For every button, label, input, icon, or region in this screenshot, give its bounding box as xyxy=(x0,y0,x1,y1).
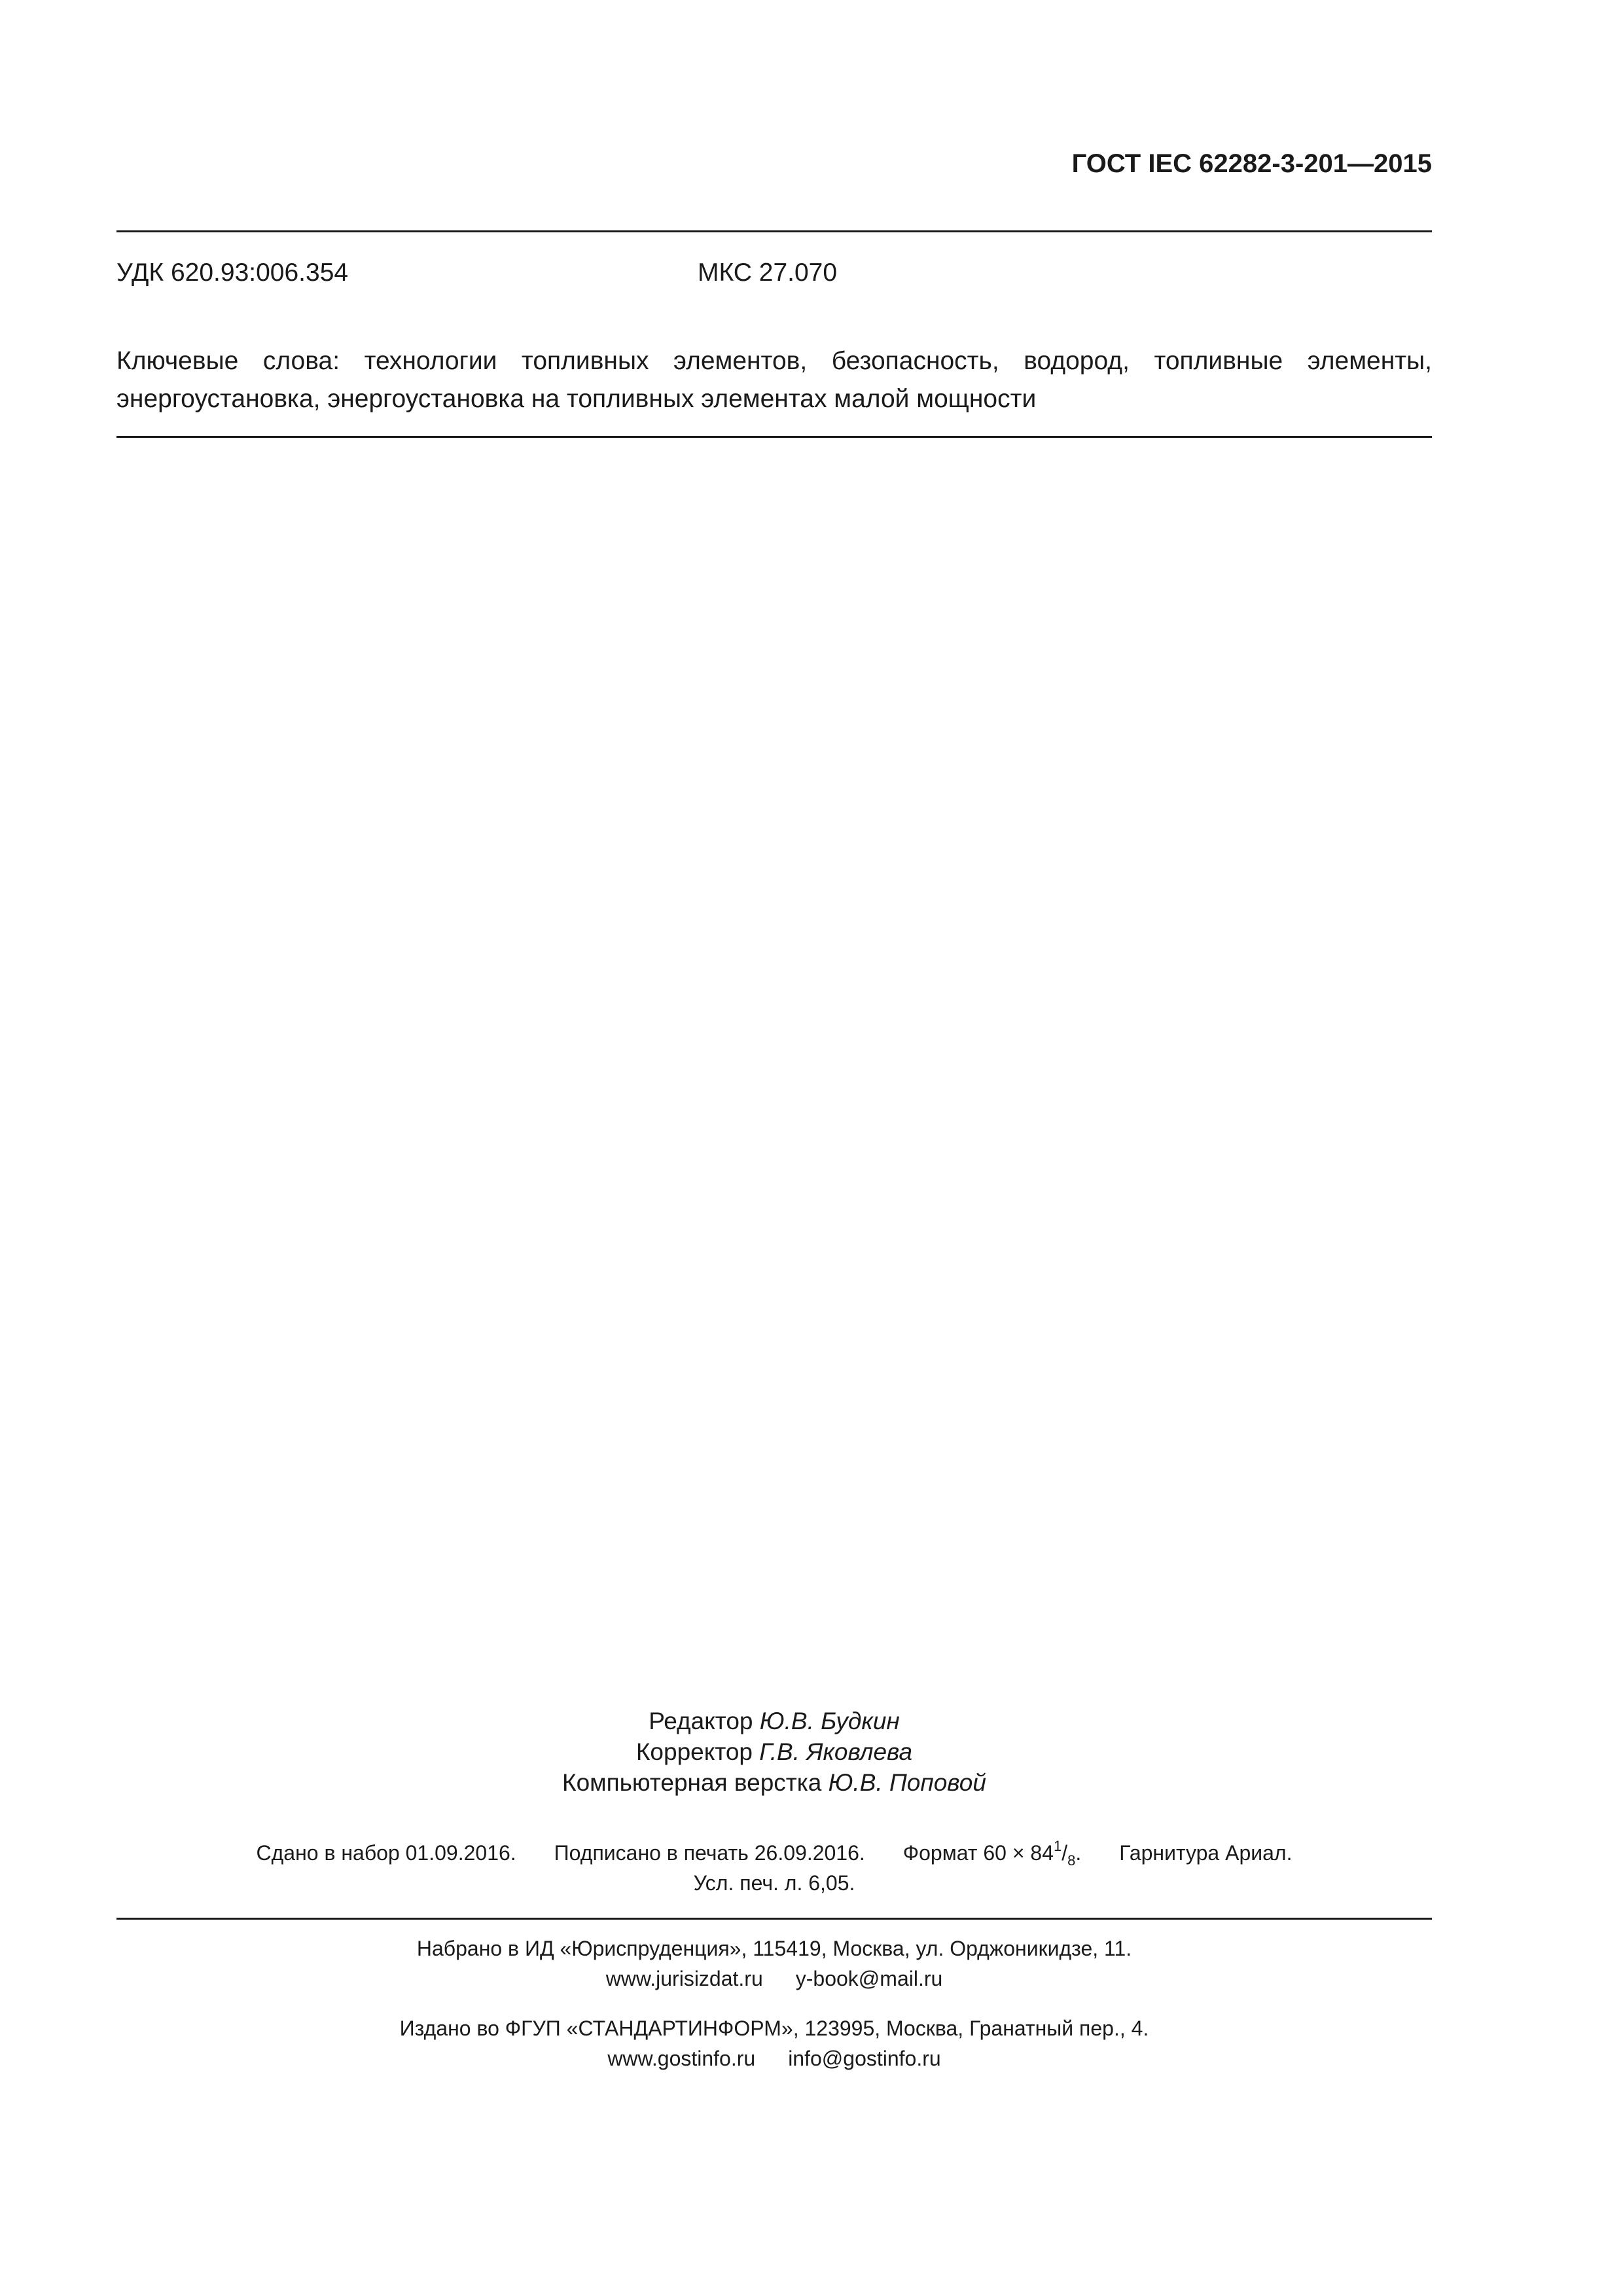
publication-info xyxy=(116,1838,1432,1898)
published-by: Издано во ФГУП «СТАНДАРТИНФОРМ», 123995, Москва, Гранатный пер., 4. xyxy=(399,2017,1149,2040)
keywords-block xyxy=(116,342,1432,418)
corrector-row xyxy=(116,1736,1432,1767)
editor-label: Редактор xyxy=(649,1708,753,1734)
typeset-by: Набрано в ИД «Юриспруденция», 115419, Москва, ул. Орджоникидзе, 11. xyxy=(416,1937,1132,1960)
typeset-site-link[interactable]: www.jurisizdat.ru xyxy=(605,1967,763,1990)
typeset-block xyxy=(116,1933,1432,1994)
published-email-link[interactable]: info@gostinfo.ru xyxy=(788,2047,941,2070)
signed-date: Подписано в печать 26.09.2016. xyxy=(554,1841,865,1865)
udk-code: УДК 620.93:006.354 xyxy=(116,259,349,287)
submitted-date: Сдано в набор 01.09.2016. xyxy=(256,1841,516,1865)
printing-info xyxy=(116,1933,1432,2093)
credits-block xyxy=(116,1706,1432,1798)
editor-name: Ю.В. Будкин xyxy=(759,1708,900,1734)
typeset-email-link[interactable]: y-book@mail.ru xyxy=(795,1967,943,1990)
corrector-label: Корректор xyxy=(635,1738,753,1765)
standard-code: ГОСТ IEC 62282-3-201—2015 xyxy=(1071,149,1432,178)
keywords-line-1: Ключевые слова: технологии топливных элементов, безопасность, водород, топливные элементы, xyxy=(116,347,1432,375)
keywords-line-2: энергоустановка, энергоустановка на топливных элементах малой мощности xyxy=(116,385,1037,413)
keywords-divider xyxy=(116,436,1432,438)
published-contacts xyxy=(116,2043,1432,2073)
paper-format: Формат $60 \times 84^1/_8$. xyxy=(902,1838,1082,1869)
mks-code: МКС 27.070 xyxy=(698,259,838,287)
editor-row xyxy=(116,1706,1432,1736)
print-sheets: Усл. печ. л. 6,05. xyxy=(693,1871,855,1895)
published-block xyxy=(116,2013,1432,2073)
publication-row xyxy=(116,1838,1432,1868)
published-site-link[interactable]: www.gostinfo.ru xyxy=(607,2047,756,2070)
typeface: Гарнитура Ариал. xyxy=(1119,1841,1293,1865)
layout-name: Ю.В. Поповой xyxy=(828,1769,986,1796)
layout-label: Компьютерная верстка xyxy=(562,1769,822,1796)
top-divider xyxy=(116,230,1432,232)
typeset-contacts xyxy=(116,1964,1432,1994)
layout-row xyxy=(116,1767,1432,1798)
imprint-divider xyxy=(116,1918,1432,1920)
corrector-name: Г.В. Яковлева xyxy=(759,1738,913,1765)
